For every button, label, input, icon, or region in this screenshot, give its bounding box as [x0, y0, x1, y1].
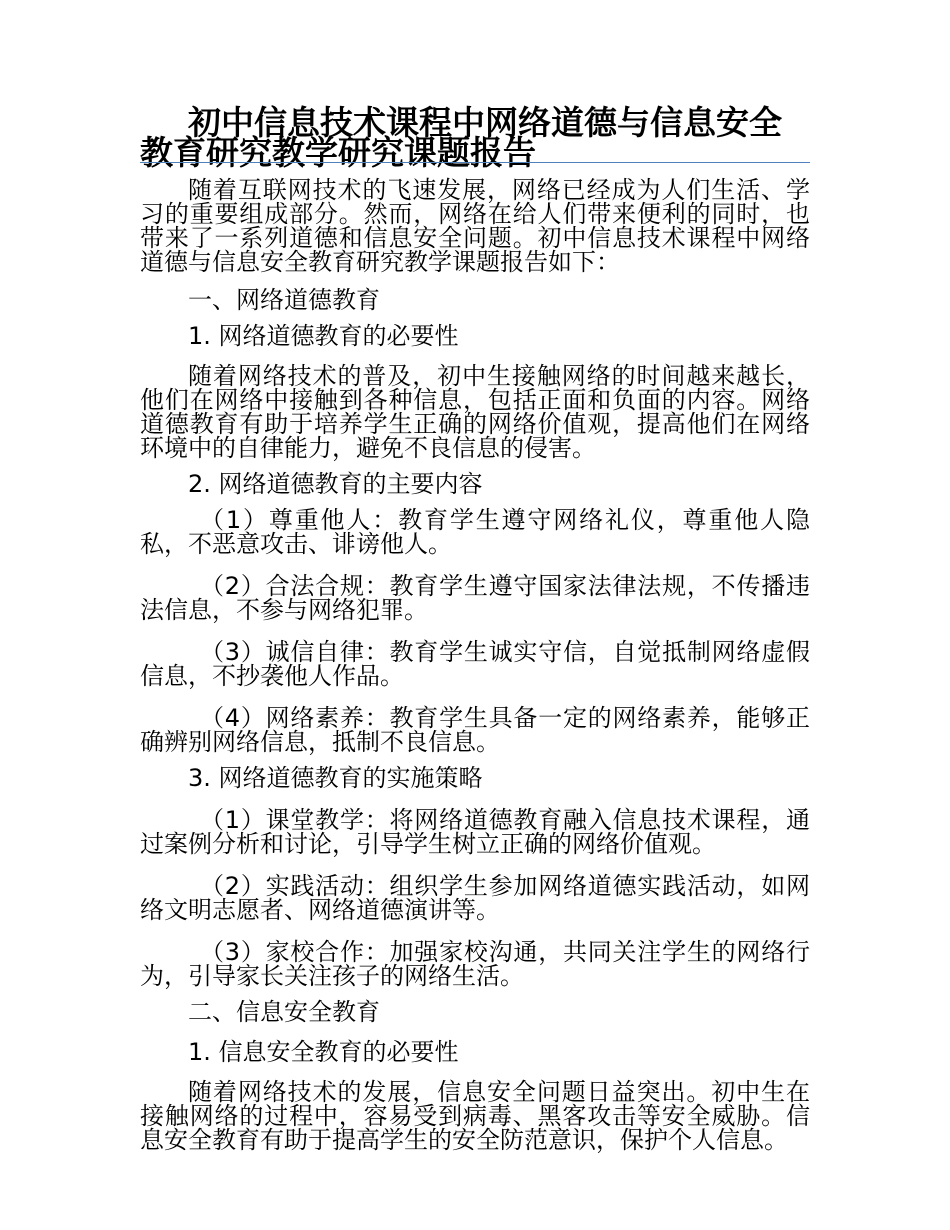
- intro-paragraph: 随着互联网技术的飞速发展，网络已经成为人们生活、学习的重要组成部分。然而，网络在给人们带来便利的同时，也带来了一系列道德和信息安全问题。初中信息技术课程中网络道德与信息安全教育研究教学课题报告如下：: [140, 176, 810, 276]
- list-item: （3）诚信自律：教育学生诚实守信，自觉抵制网络虚假信息，不抄袭他人作品。: [140, 638, 810, 690]
- document-title: 初中信息技术课程中网络道德与信息安全教育研究教学研究课题报告: [140, 103, 782, 172]
- section-1-1-paragraph: 随着网络技术的普及，初中生接触网络的时间越来越长，他们在网络中接触到各种信息，包括正面和负面的内容。网络道德教育有助于培养学生正确的网络价值观，提高他们在网络环境中的自律能力，避免不良信息的侵害。: [140, 362, 810, 462]
- list-item: （2）合法合规：教育学生遵守国家法律法规，不传播违法信息，不参与网络犯罪。: [140, 572, 810, 624]
- section-1-3-heading: 3. 网络道德教育的实施策略: [188, 764, 483, 792]
- section-2-1-paragraph: 随着网络技术的发展，信息安全问题日益突出。初中生在接触网络的过程中，容易受到病毒、黑客攻击等安全威胁。信息安全教育有助于提高学生的安全防范意识，保护个人信息。: [140, 1078, 810, 1154]
- list-item: （4）网络素养：教育学生具备一定的网络素养，能够正确辨别网络信息，抵制不良信息。: [140, 704, 810, 756]
- list-item: （3）家校合作：加强家校沟通，共同关注学生的网络行为，引导家长关注孩子的网络生活。: [140, 938, 810, 990]
- section-1-1-heading: 1. 网络道德教育的必要性: [188, 322, 459, 350]
- list-item: （1）课堂教学：将网络道德教育融入信息技术课程，通过案例分析和讨论，引导学生树立正确的网络价值观。: [140, 806, 810, 858]
- section-1-heading: 一、网络道德教育: [188, 286, 380, 314]
- title-underline: [140, 162, 810, 163]
- section-1-2-heading: 2. 网络道德教育的主要内容: [188, 470, 483, 498]
- section-2-heading: 二、信息安全教育: [188, 998, 380, 1026]
- section-2-1-heading: 1. 信息安全教育的必要性: [188, 1038, 459, 1066]
- title-block: [140, 103, 810, 172]
- list-item: （1）尊重他人：教育学生遵守网络礼仪，尊重他人隐私，不恶意攻击、诽谤他人。: [140, 506, 810, 558]
- list-item: （2）实践活动：组织学生参加网络道德实践活动，如网络文明志愿者、网络道德演讲等。: [140, 872, 810, 924]
- document-body: [140, 178, 810, 1152]
